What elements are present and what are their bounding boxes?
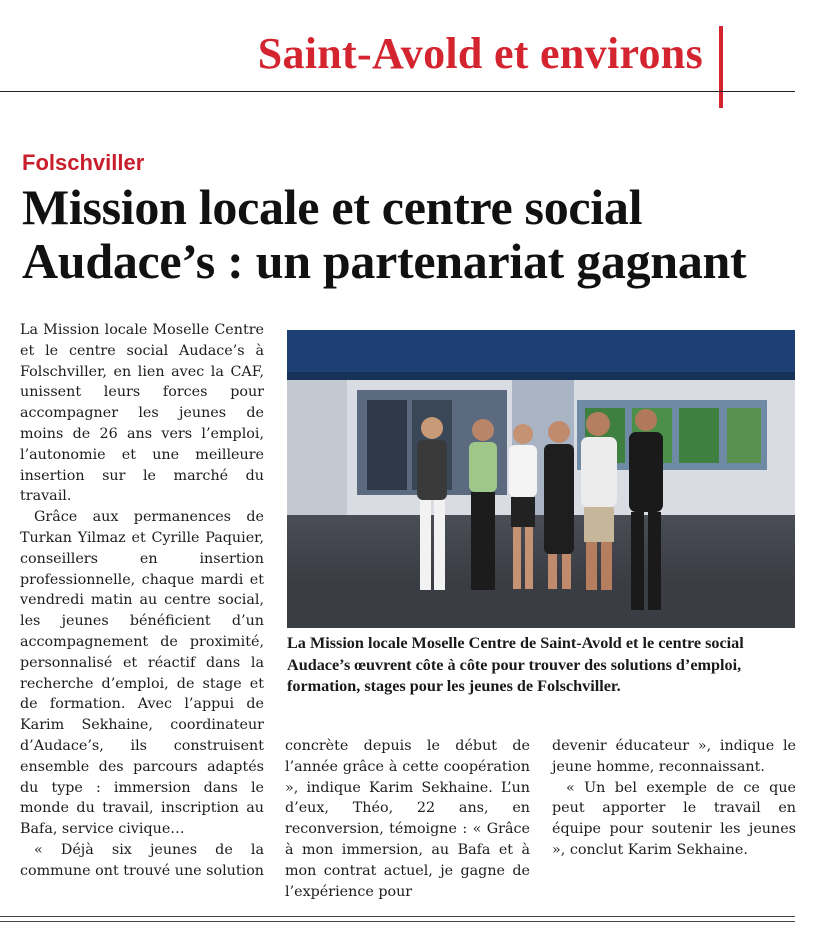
article-kicker: Folschviller	[22, 150, 145, 175]
photo-caption: La Mission locale Moselle Centre de Saint-Avold et le centre social Audace’s œuvrent côte à côte pour trouver des solutions d’emploi, formation, stages pour les jeunes de Folschviller.	[287, 634, 744, 695]
article-headline: Mission locale et centre social Audace’s : un partenariat gagnant	[22, 179, 747, 289]
column-3-paragraph-2: « Un bel exemple de ce que peut apporter le travail en équipe pour soutenir les jeunes », conclut Karim Sekhaine.	[552, 779, 796, 858]
column-3-paragraph-1: devenir éducateur », indique le jeune homme, reconnaissant.	[552, 738, 796, 775]
group-photo-illustration	[287, 330, 795, 628]
column-2-paragraph-1: concrète depuis le début de l’année grâce à cette coopération », indique Karim Sekhaine. L’un d’eux, Théo, 22 ans, en reconversion, témoigne : « Grâce à mon immersion, au Bafa et à mon contrat actuel, je gagne de l’expérience pour	[285, 738, 530, 900]
footer-rule-2	[0, 921, 795, 922]
column-1-paragraph-1: La Mission locale Moselle Centre et le centre social Audace’s à Folschviller, en lien avec la CAF, unissent leurs forces pour accompagner les jeunes de moins de 26 ans vers l’emploi, l’autonomie et une meilleure insertion sur le marché du travail.	[20, 322, 264, 505]
column-1-paragraph-3: « Déjà six jeunes de la commune ont trouvé une solution	[20, 841, 265, 879]
column-1-paragraph-2: Grâce aux permanences de Turkan Yilmaz et Cyrille Paquier, conseillers en insertion professionnelle, chaque mardi et vendredi matin au centre social, les jeunes bénéficient d’un accompagnement de proximité, personnalisé et réactif dans la recherche d’emploi, de stage et de formation. Avec l’appui de Karim Sekhaine, coordinateur d’Audace’s, ils construisent ensemble des parcours adaptés du type : immersion dans le monde du travail, inscription au Bafa, service civique…	[20, 509, 264, 838]
article-column-1	[20, 320, 264, 882]
section-title: Saint-Avold et environs	[257, 29, 703, 78]
header-rule	[0, 91, 795, 92]
footer-rule-1	[0, 916, 795, 917]
article-column-3	[552, 736, 796, 861]
article-column-2	[285, 736, 530, 902]
article-photo	[287, 330, 795, 628]
section-title-bar	[719, 26, 723, 108]
